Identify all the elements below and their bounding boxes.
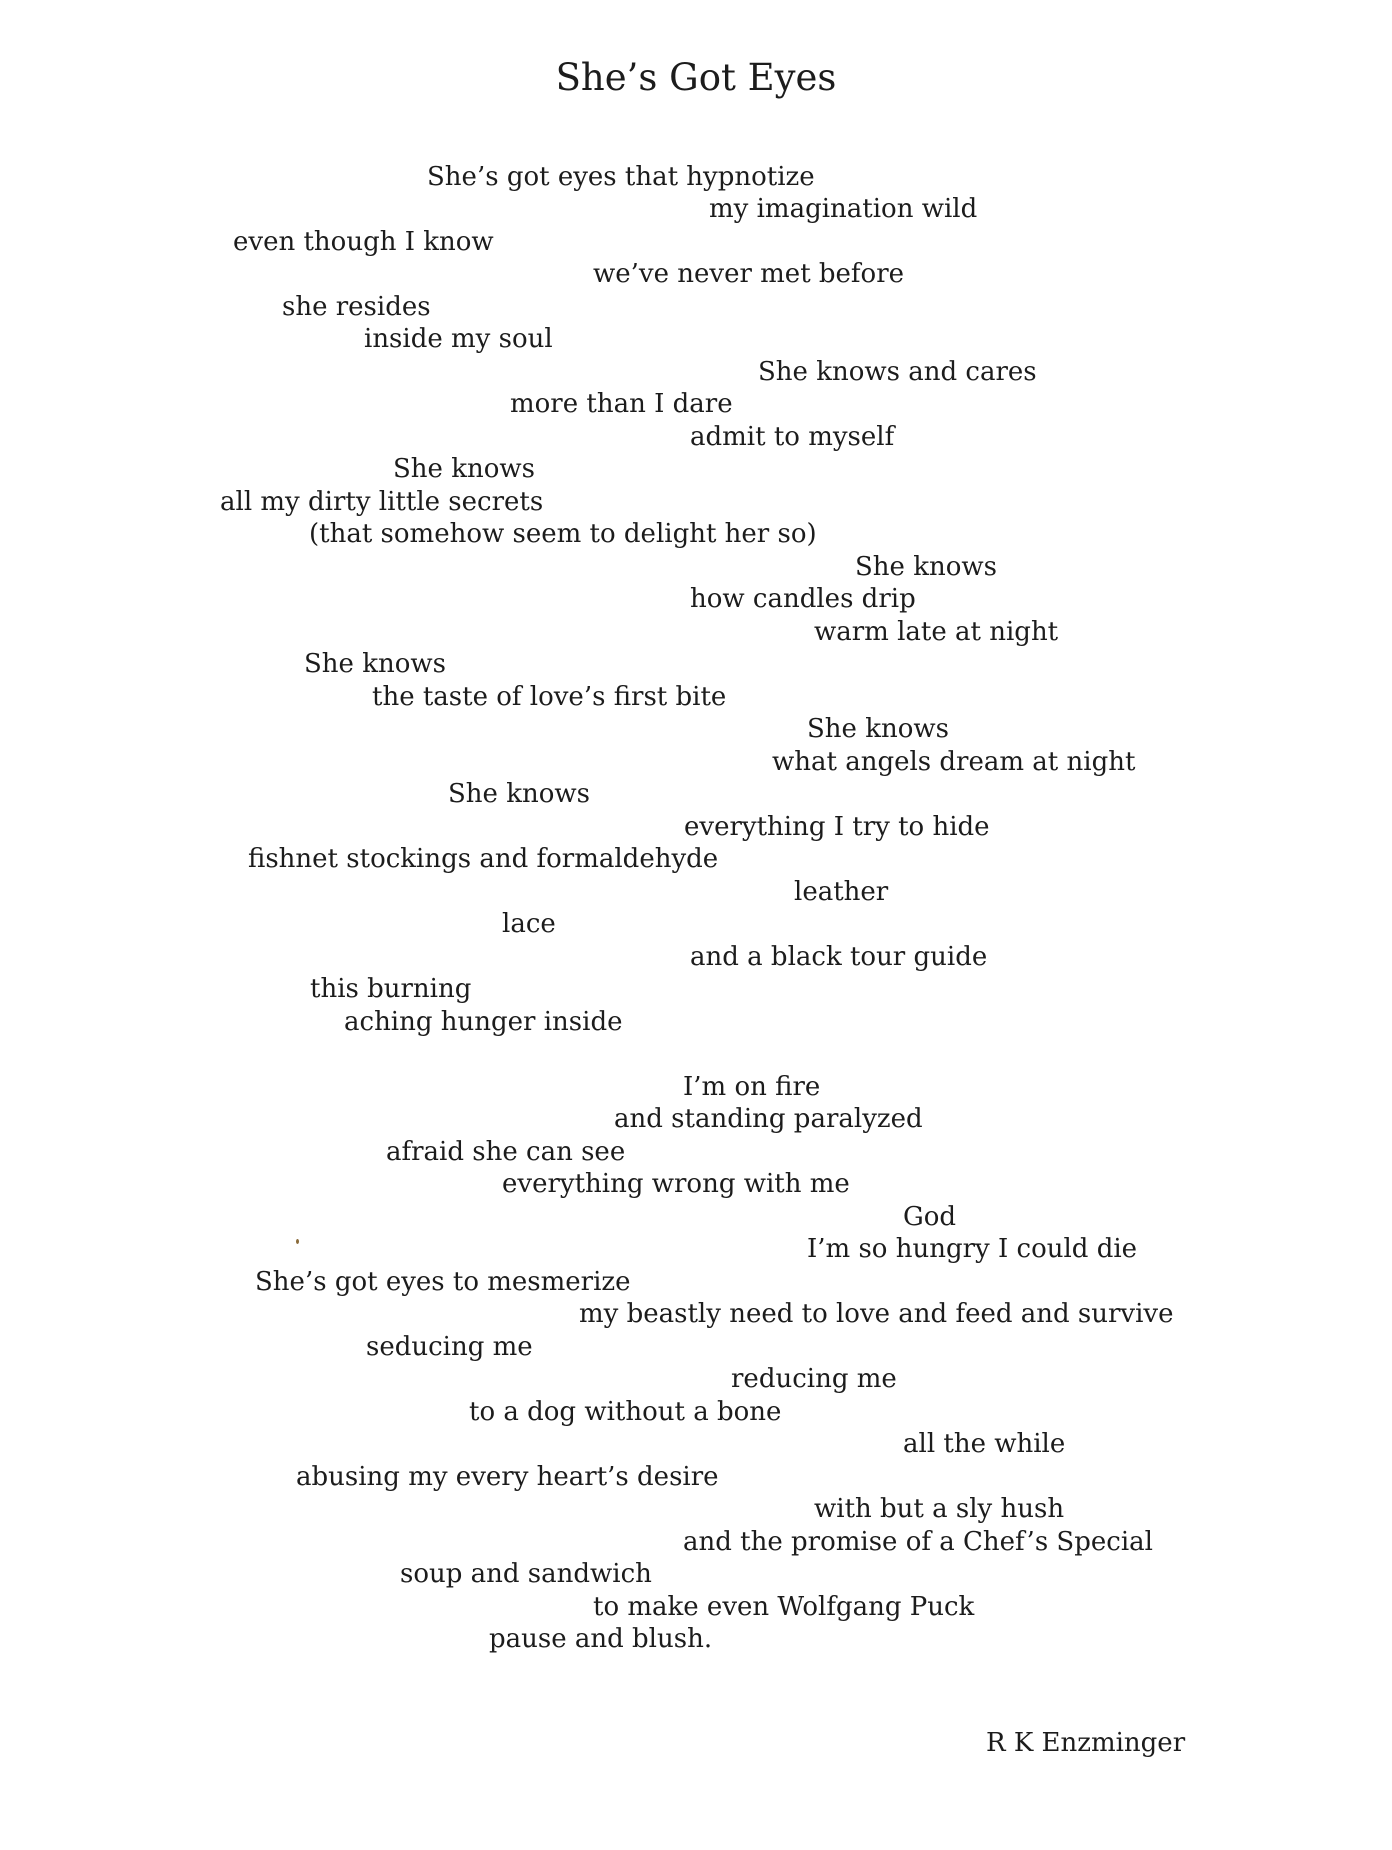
poem-line: (that somehow seem to delight her so) xyxy=(309,519,817,549)
poem-line: and the promise of a Chef’s Special xyxy=(683,1527,1153,1557)
poem-line: God xyxy=(903,1202,957,1232)
poem-line: the taste of love’s first bite xyxy=(372,682,727,712)
poem-line: admit to myself xyxy=(690,422,895,452)
poem-line: fishnet stockings and formaldehyde xyxy=(248,844,719,874)
poem-title: She’s Got Eyes xyxy=(555,56,837,99)
poem-line: She’s got eyes to mesmerize xyxy=(255,1267,631,1297)
poem-line: to a dog without a bone xyxy=(469,1397,782,1427)
poem-line: afraid she can see xyxy=(386,1137,626,1167)
poem-line: my imagination wild xyxy=(709,194,978,224)
poem-line: to make even Wolfgang Puck xyxy=(593,1592,975,1622)
poem-line: She’s got eyes that hypnotize xyxy=(427,162,815,192)
poem-line: soup and sandwich xyxy=(400,1559,652,1589)
poem-line: everything I try to hide xyxy=(684,812,990,842)
poem-line: I’m on fire xyxy=(683,1072,821,1102)
ink-speck xyxy=(296,1239,299,1244)
poem-line: warm late at night xyxy=(814,617,1059,647)
poem-line: all my dirty little secrets xyxy=(220,487,544,517)
poem-line: how candles drip xyxy=(690,584,916,614)
poem-line: what angels dream at night xyxy=(772,747,1136,777)
poem-line: She knows xyxy=(855,552,997,582)
poem-line: my beastly need to love and feed and survive xyxy=(579,1299,1174,1329)
poem-line: we’ve never met before xyxy=(593,259,905,289)
poem-line: She knows xyxy=(448,779,590,809)
poem-line: this burning xyxy=(310,974,472,1004)
author-signature: R K Enzminger xyxy=(986,1728,1186,1758)
poem-line: lace xyxy=(502,909,556,939)
poem-line: reducing me xyxy=(731,1364,897,1394)
poem-line: and standing paralyzed xyxy=(614,1104,923,1134)
poem-line: abusing my every heart’s desire xyxy=(296,1462,719,1492)
poem-line: inside my soul xyxy=(364,324,553,354)
poem-line: all the while xyxy=(903,1429,1066,1459)
poem-line: and a black tour guide xyxy=(690,942,988,972)
poem-line: She knows xyxy=(807,714,949,744)
poem-line: seducing me xyxy=(366,1332,533,1362)
poem-line: I’m so hungry I could die xyxy=(807,1234,1138,1264)
poem-line: she resides xyxy=(282,292,431,322)
poem-line: pause and blush. xyxy=(489,1624,713,1654)
poem-line: She knows and cares xyxy=(758,357,1037,387)
poem-line: even though I know xyxy=(233,227,494,257)
poem-line: leather xyxy=(794,877,889,907)
poem-line: She knows xyxy=(304,649,446,679)
poem-line: She knows xyxy=(393,454,535,484)
poem-line: with but a sly hush xyxy=(814,1494,1065,1524)
poem-line: more than I dare xyxy=(510,389,733,419)
poem-line: everything wrong with me xyxy=(502,1169,850,1199)
poem-line: aching hunger inside xyxy=(344,1007,623,1037)
